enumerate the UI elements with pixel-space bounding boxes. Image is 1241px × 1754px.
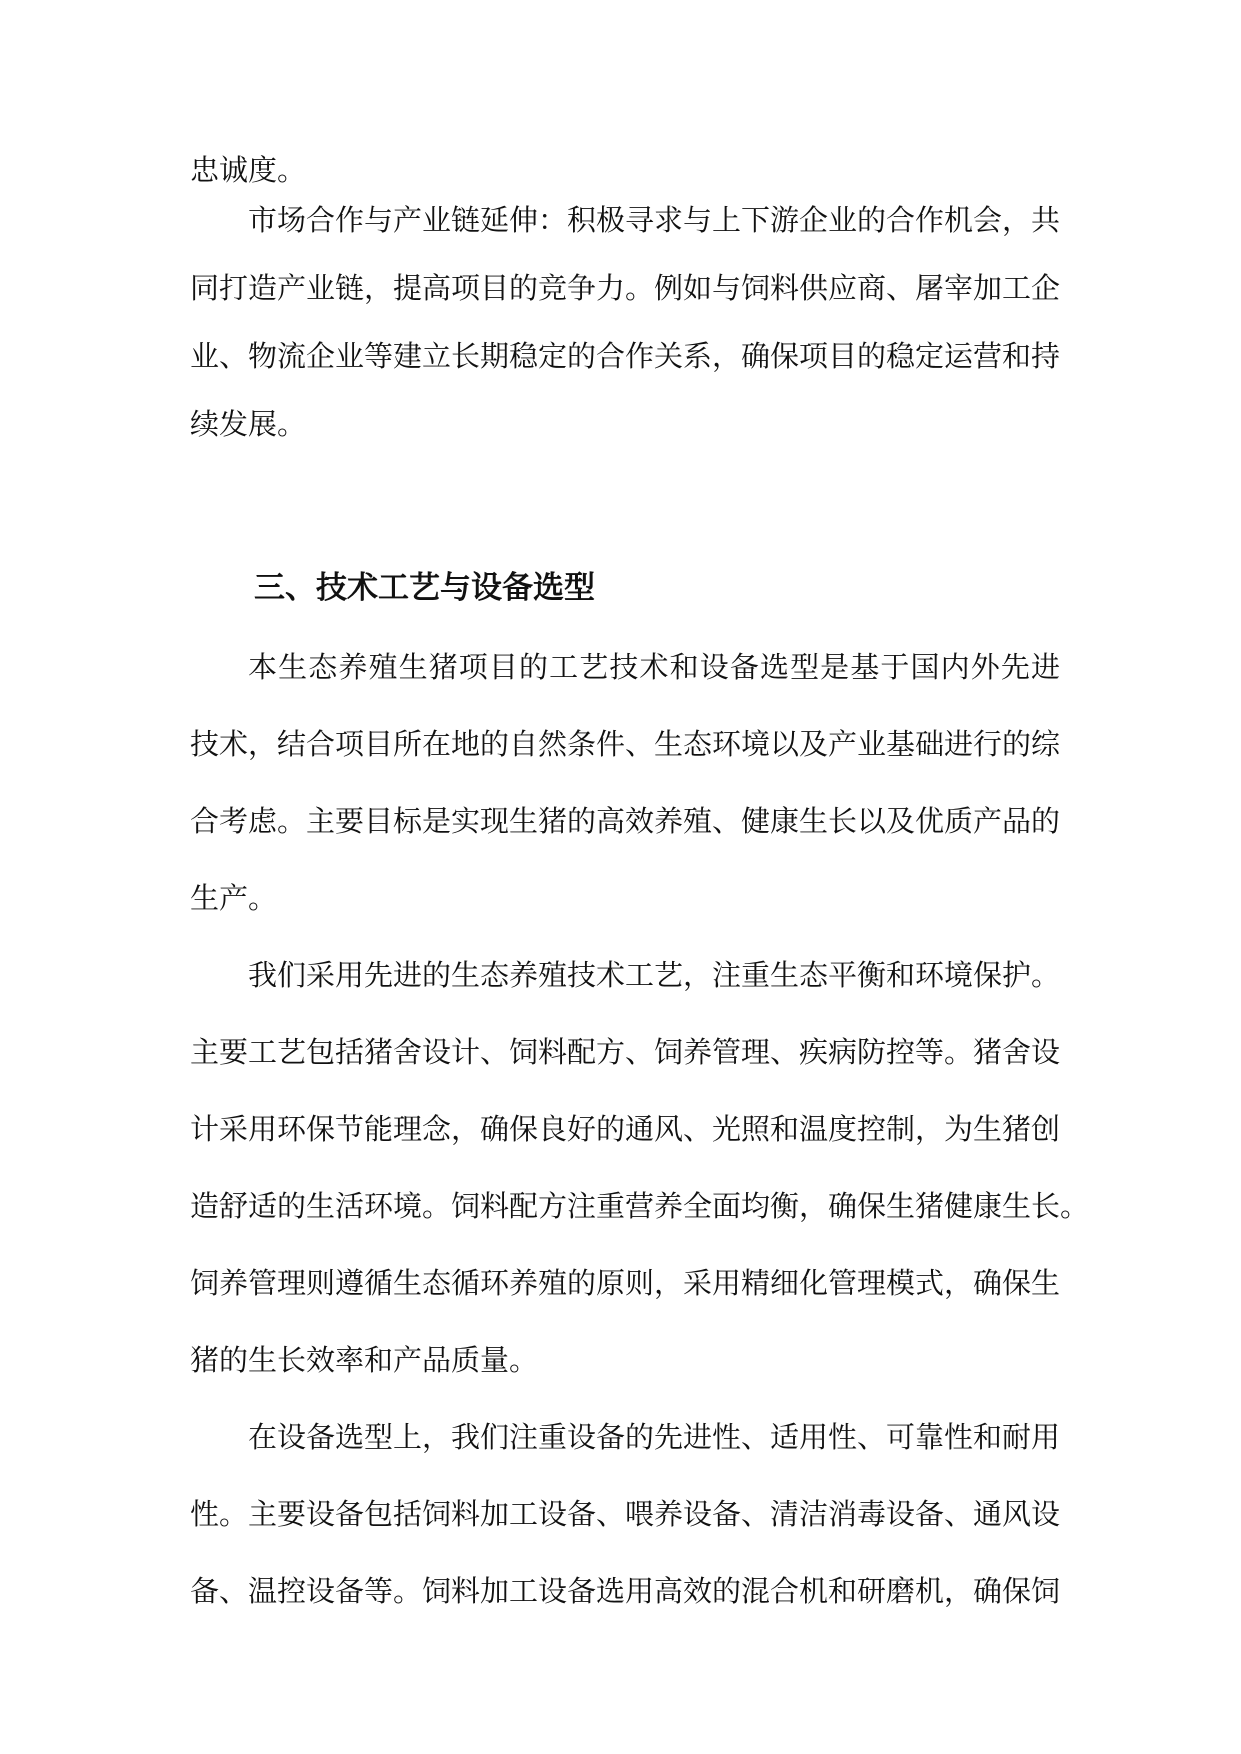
paragraph-3-line-4: 生产。 [190, 881, 278, 915]
paragraph-4-line-4: 造舒适的生活环境。饲料配方注重营养全面均衡，确保生猪健康生长。 [190, 1189, 1090, 1223]
paragraph-4-line-5: 饲养管理则遵循生态循环养殖的原则，采用精细化管理模式，确保生 [190, 1266, 1061, 1300]
paragraph-4-line-6: 猪的生长效率和产品质量。 [190, 1343, 539, 1377]
paragraph-5-line-2: 性。主要设备包括饲料加工设备、喂养设备、清洁消毒设备、通风设 [190, 1497, 1061, 1531]
section-heading: 三、技术工艺与设备选型 [254, 570, 595, 606]
paragraph-3-line-3: 合考虑。主要目标是实现生猪的高效养殖、健康生长以及优质产品的 [190, 804, 1061, 838]
paragraph-3-line-1: 本生态养殖生猪项目的工艺技术和设备选型是基于国内外先进 [248, 650, 1060, 684]
paragraph-5-line-3: 备、温控设备等。饲料加工设备选用高效的混合机和研磨机，确保饲 [190, 1574, 1061, 1608]
paragraph-3-line-2: 技术，结合项目所在地的自然条件、生态环境以及产业基础进行的综 [190, 727, 1061, 761]
paragraph-4-line-2: 主要工艺包括猪舍设计、饲料配方、饲养管理、疾病防控等。猪舍设 [190, 1035, 1061, 1069]
paragraph-4-line-3: 计采用环保节能理念，确保良好的通风、光照和温度控制，为生猪创 [190, 1112, 1061, 1146]
paragraph-4-line-1: 我们采用先进的生态养殖技术工艺，注重生态平衡和环境保护。 [248, 958, 1061, 992]
paragraph-2-line-4: 续发展。 [190, 407, 307, 441]
paragraph-2-line-3: 业、物流企业等建立长期稳定的合作关系，确保项目的稳定运营和持 [190, 339, 1061, 373]
paragraph-5-line-1: 在设备选型上，我们注重设备的先进性、适用性、可靠性和耐用 [248, 1420, 1061, 1454]
paragraph-2-line-1: 市场合作与产业链延伸：积极寻求与上下游企业的合作机会，共 [248, 203, 1061, 237]
paragraph-1-line-1: 忠诚度。 [190, 153, 307, 187]
paragraph-2-line-2: 同打造产业链，提高项目的竞争力。例如与饲料供应商、屠宰加工企 [190, 271, 1061, 305]
